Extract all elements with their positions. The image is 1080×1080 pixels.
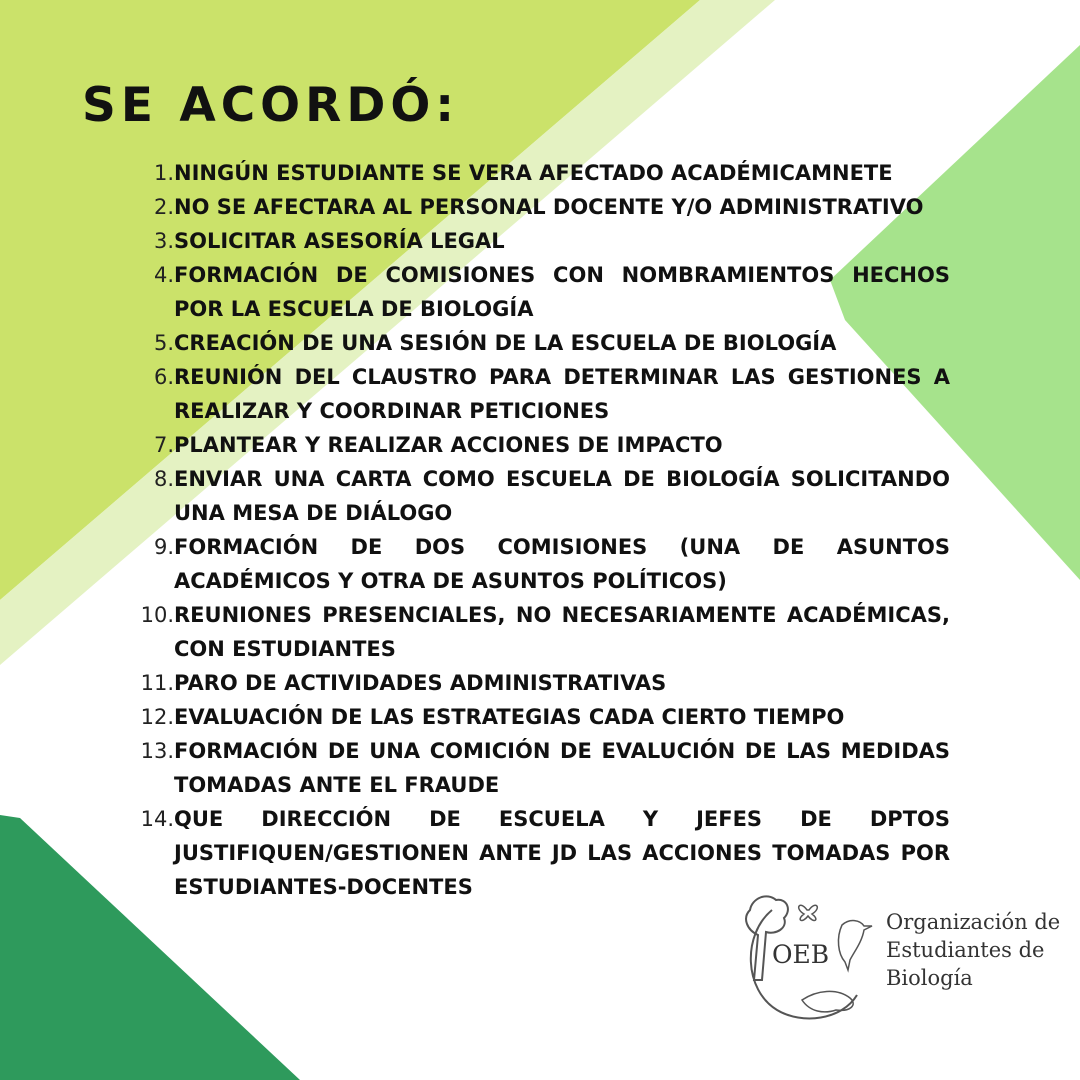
list-item-text: ENVIAR UNA CARTA COMO ESCUELA DE BIOLOGÍA SOLICITANDO UNA MESA DE DIÁLOGO <box>174 467 950 525</box>
list-item-number: 8. <box>153 467 174 491</box>
list-item-number: 9. <box>153 535 174 559</box>
list-item-text: PLANTEAR Y REALIZAR ACCIONES DE IMPACTO <box>174 433 723 457</box>
organization-name-line: Organización de <box>886 910 1061 934</box>
list-item-text: EVALUACIÓN DE LAS ESTRATEGIAS CADA CIERTO TIEMPO <box>174 705 845 729</box>
list-item <box>120 190 950 224</box>
list-item-text: CREACIÓN DE UNA SESIÓN DE LA ESCUELA DE BIOLOGÍA <box>174 331 837 355</box>
butterfly-icon <box>799 905 818 920</box>
organization-name-line: Biología <box>886 966 973 990</box>
list-item-number: 5. <box>153 331 174 355</box>
list-item <box>120 258 950 326</box>
list-item-number: 13. <box>140 739 174 763</box>
list-item <box>120 530 950 598</box>
list-item-text: SOLICITAR ASESORÍA LEGAL <box>174 229 505 253</box>
list-item-text: PARO DE ACTIVIDADES ADMINISTRATIVAS <box>174 671 667 695</box>
bird-icon <box>838 921 872 970</box>
list-item <box>120 734 950 802</box>
list-item <box>120 428 950 462</box>
list-item-text: QUE DIRECCIÓN DE ESCUELA Y JEFES DE DPTOS JUSTIFIQUEN/GESTIONEN ANTE JD LAS ACCIONES TOMADAS POR ESTUDIANTES-DOCENTES <box>174 807 950 899</box>
list-item-text: NINGÚN ESTUDIANTE SE VERA AFECTADO ACADÉMICAMNETE <box>174 161 893 185</box>
list-item-text: FORMACIÓN DE UNA COMICIÓN DE EVALUCIÓN DE LAS MEDIDAS TOMADAS ANTE EL FRAUDE <box>174 739 950 797</box>
list-item <box>120 224 950 258</box>
list-item-number: 14. <box>140 807 174 831</box>
logo-mark-text: OEB <box>772 940 830 969</box>
list-item-number: 11. <box>140 671 174 695</box>
list-item-number: 6. <box>153 365 174 389</box>
list-item <box>120 700 950 734</box>
list-item <box>120 666 950 700</box>
organization-name <box>886 908 1061 992</box>
list-item-text: REUNIONES PRESENCIALES, NO NECESARIAMENTE ACADÉMICAS, CON ESTUDIANTES <box>174 603 950 661</box>
list-item <box>120 462 950 530</box>
list-item <box>120 326 950 360</box>
oeb-logo <box>732 880 1061 1030</box>
list-item-number: 4. <box>153 263 174 287</box>
list-item-text: FORMACIÓN DE COMISIONES CON NOMBRAMIENTOS HECHOS POR LA ESCUELA DE BIOLOGÍA <box>174 263 950 321</box>
list-item-number: 12. <box>140 705 174 729</box>
list-item-number: 3. <box>153 229 174 253</box>
list-item <box>120 156 950 190</box>
agreements-list <box>120 156 950 904</box>
list-item <box>120 360 950 428</box>
list-item-text: REUNIÓN DEL CLAUSTRO PARA DETERMINAR LAS GESTIONES A REALIZAR Y COORDINAR PETICIONES <box>174 365 950 423</box>
list-item <box>120 598 950 666</box>
list-item-text: NO SE AFECTARA AL PERSONAL DOCENTE Y/O ADMINISTRATIVO <box>174 195 924 219</box>
page-title: SE ACORDÓ: <box>82 78 460 133</box>
list-item-number: 7. <box>153 433 174 457</box>
list-item-number: 10. <box>140 603 174 627</box>
organization-name-line: Estudiantes de <box>886 938 1045 962</box>
list-item-number: 2. <box>153 195 174 219</box>
list-item-text: FORMACIÓN DE DOS COMISIONES (UNA DE ASUNTOS ACADÉMICOS Y OTRA DE ASUNTOS POLÍTICOS) <box>174 535 950 593</box>
list-item-number: 1. <box>153 161 174 185</box>
